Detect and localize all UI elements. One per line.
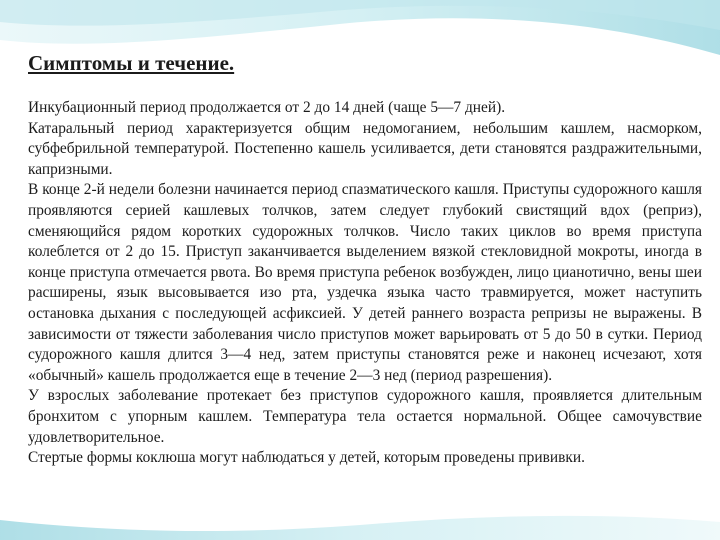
slide-title: Симптомы и течение. [28, 51, 235, 75]
paragraph-adults: У взрослых заболевание протекает без приступов судорожного кашля, проявляется длительным бронхитом с упорным кашлем. Температура тела остается нормальной. Общее самочувствие удовлетворительное. [28, 387, 702, 446]
paragraph-incubation: Инкубационный период продолжается от 2 до 14 дней (чаще 5—7 дней). [28, 99, 506, 116]
slide-content [28, 50, 702, 469]
paragraph-spasmodic: В конце 2-й недели болезни начинается период спазматического кашля. Приступы судорожного кашля проявляются серией кашлевых толчков, затем следует глубокий свистящий вдох (реприз), сменяющийся рядом коротких судорожных толчков. Число таких циклов во время приступа колеблется от 2 до 15. Приступ заканчивается выделением вязкой стекловидной мокроты, иногда в конце приступа отмечается рвота. Во время приступа ребенок возбужден, лицо цианотично, вены шеи расширены, язык высовывается изо рта, уздечка языка часто травмируется, может наступить остановка дыхания с последующей асфиксией. У детей раннего возраста репризы не выражены. В зависимости от тяжести заболевания число приступов может варьировать от 5 до 50 в сутки. Период судорожного кашля длится 3—4 нед, затем приступы становятся реже и наконец исчезают, хотя «обычный» кашель продолжается еще в течение 2—3 нед (период разрешения). [28, 181, 702, 384]
paragraph-catarrhal: Катаральный период характеризуется общим недомоганием, небольшим кашлем, насморком, субфебрильной температурой. Постепенно кашель усиливается, дети становятся раздражительными, капризными. [28, 119, 702, 178]
paragraph-mild-forms: Стертые формы коклюша могут наблюдаться у детей, которым проведены прививки. [28, 449, 585, 467]
